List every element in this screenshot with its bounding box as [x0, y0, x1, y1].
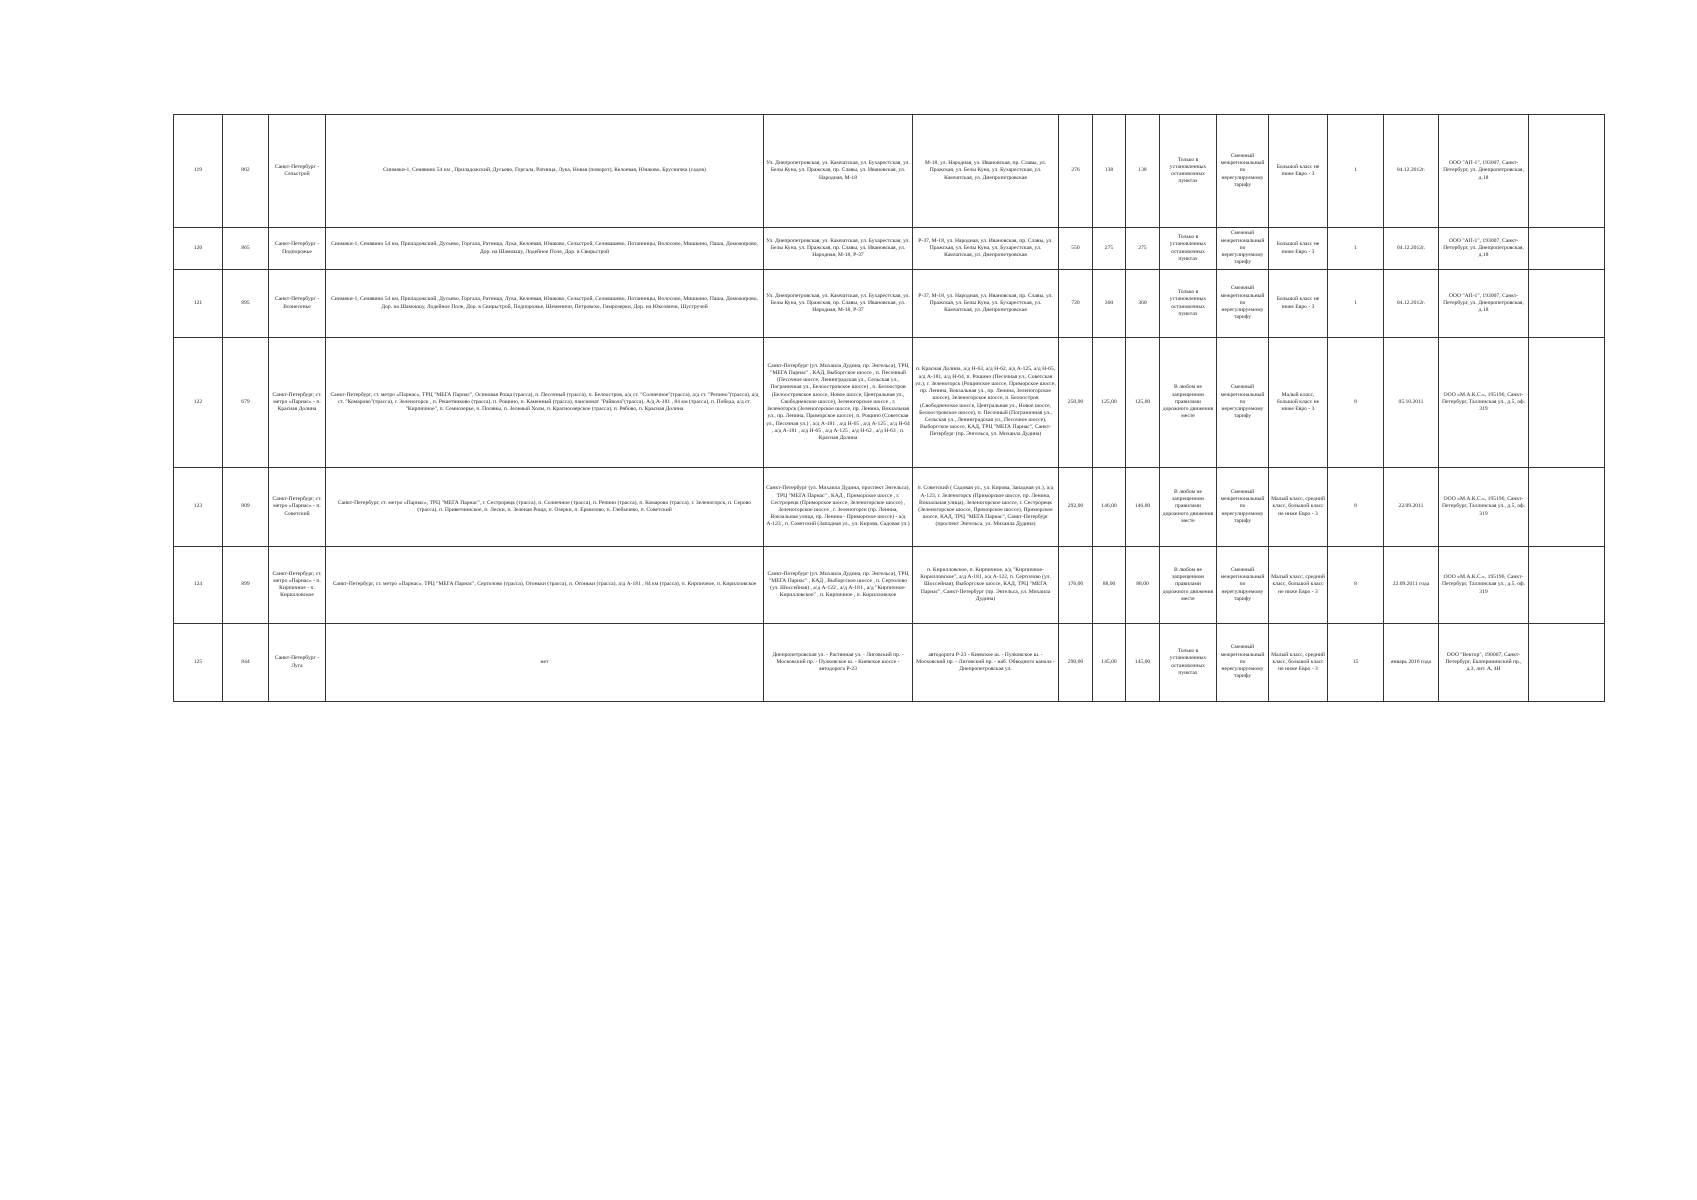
route-name-cell: Санкт-Петербург, ст. метро «Парнас» - п. Кирпичное - п. Кирилловское: [269, 547, 326, 624]
vehicle-count-cell: 8: [1328, 547, 1384, 624]
route-length-back-cell: 145,00: [1126, 624, 1160, 702]
notes-cell: [1529, 468, 1605, 547]
start-date-cell: 05.10.2011: [1384, 338, 1439, 468]
vehicle-class-cell: Большой класс не ниже Евро - 3: [1269, 270, 1328, 338]
table-row: [174, 338, 1605, 468]
streets-back-cell: Р-37, М-18, ул. Народная, ул. Ивановская, пр. Славы, ул. Пражская, ул. Белы Куна, ул. Бухарестская, ул. Камчатская, ул. Днепропетровская: [913, 228, 1059, 270]
start-date-cell: 22.09.2011 года: [1384, 547, 1439, 624]
streets-back-cell: п. Красная Долина, а/д Н-63, а/д Н-62, а/д А-125, а/д Н-65, а/д А-181, а/д Н-64, п. Рощино (Песочная ул., Советская ул.), г. Зеленогорск (Рощинское шоссе, Приморское шоссе, пр. Ленина, Вокзальная ул., пр. Ленина, Зеленогорское шоссе), Зеленогорское шоссе, п. Белоостров (Свободненское шоссе, Центральная ул., Новое шоссе, Белоостровское шоссе), п. Песочный (Пограничная ул., Сельская ул., Ленинградская ул., Песочное шоссе), Выборгское шоссе, КАД, ТРЦ "МЕГА Парнас", Санкт-Петербург (пр. Энгельса, ул. Михаила Дудина): [913, 338, 1059, 468]
vehicle-count-cell: 1: [1328, 270, 1384, 338]
streets-forward-cell: Днепропетровская ул. - Растянная ул. - Лиговский пр. - Московский пр. - Пулковское ш. - Киевское шоссе - автодорога Р-23: [764, 624, 913, 702]
route-type-cell: Смежный межрегиональный по нерегулируемому тарифу: [1217, 115, 1269, 228]
route-length-back-cell: 88,00: [1126, 547, 1160, 624]
streets-back-cell: п. Советский ( Садовая ул., ул. Кирова, Западная ул.), а/д А-123, г. Зеленогорск (Приморское шоссе, пр. Ленина, Вокзальная улица), Зеленогорское шоссе, г. Сестрорецк (Зеленогорское шоссе, Приморское шоссе), Приморское шоссе, КАД, ТРЦ "МЕГА Парнас", Санкт-Петербург (проспект Энгельса, ул. Михаила Дудина): [913, 468, 1059, 547]
table-row: [174, 115, 1605, 228]
route-number-cell: 865: [223, 228, 269, 270]
route-length-total-cell: 290,00: [1059, 624, 1093, 702]
streets-back-cell: п. Кирилловское, п. Кирпичное, а/д "Кирпичное-Кирилловское", а/д А-181, а/д А-122, п. Сертолово (ул. Шоссейная), Выборгское шоссе, КАД, ТРЦ "МЕГА Парнас", Санкт-Петербург (пр. Энгельса, ул. Михаила Дудина): [913, 547, 1059, 624]
route-length-forward-cell: 145,00: [1093, 624, 1126, 702]
streets-forward-cell: Ул. Днепропетровская, ул. Камчатская, ул. Бухарестская, ул. Белы Куна, ул. Пражская, пр. Славы, ул. Ивановская, ул. Народная, М-18: [764, 115, 913, 228]
boarding-order-cell: В любом не запрещенном правилами дорожного движения месте: [1160, 338, 1217, 468]
vehicle-count-cell: 1: [1328, 115, 1384, 228]
route-length-back-cell: 146,00: [1126, 468, 1160, 547]
boarding-order-cell: Только в установленных остановочных пунктах: [1160, 270, 1217, 338]
route-number-cell: 809: [223, 468, 269, 547]
intermediate-stops-cell: Санкт-Петербург, ст. метро «Парнас», ТРЦ "МЕГА Парнас", г. Сестрорецк (трасса), п. Солнечное (трасса), п. Репино (трасса), п. Комарово (трасса), г. Зеленогорск, п. Серово (трасса), п. Приветнинское, п. Лески, п. Зеленая Роща, п. Озерки, п. Ермилово, п. Глебычево, п. Советский: [326, 468, 764, 547]
streets-back-cell: автодорога Р-23 - Киевское ш. - Пулковское ш. - Московский пр. - Лиговский пр. - наб. Обводного канала - Днепропетровская ул.: [913, 624, 1059, 702]
route-name-cell: Санкт-Петербург - Подпорожье: [269, 228, 326, 270]
route-type-cell: Смежный межрегиональный по нерегулируемому тарифу: [1217, 338, 1269, 468]
route-number-cell: 895: [223, 270, 269, 338]
carrier-cell: ООО «М.А.К.С.», 195196, Санкт-Петербург, Таллинская ул., д.5, оф. 319: [1439, 468, 1529, 547]
carrier-cell: ООО "АП-1", 193007, Санкт-Петербург, ул. Днепропетровская, д.18: [1439, 228, 1529, 270]
route-length-total-cell: 176,00: [1059, 547, 1093, 624]
vehicle-count-cell: 1: [1328, 228, 1384, 270]
route-length-forward-cell: 138: [1093, 115, 1126, 228]
route-length-total-cell: 250,00: [1059, 338, 1093, 468]
route-number-cell: 862: [223, 115, 269, 228]
streets-forward-cell: Ул. Днепропетровская, ул. Камчатская, ул. Бухарестская, ул. Белы Куна, ул. Пражская, пр. Славы, ул. Ивановская, ул. Народная, М-18, Р-37: [764, 228, 913, 270]
notes-cell: [1529, 547, 1605, 624]
intermediate-stops-cell: Сиимяки-1, Сенявино 54 км, Приладожский, Дусьево, Горгала, Ратница, Лука, Келоевая, Юшково, Сельстрой, Селивашево, Потанинцы, Волосово, Мишкино, Паша, Доможирово, Дор. на Шамокшу, Лодейное Поле, Дор. в Свирьстрой: [326, 228, 764, 270]
route-length-back-cell: 125,00: [1126, 338, 1160, 468]
intermediate-stops-cell: Сиимяки-1, Сенявино 54 км, Приладожский, Дусьево, Горгала, Ратница, Лука, Келоевая, Юшково, Сельстрой, Селивашево, Потанинцы, Волосово, Мишкино, Паша, Доможирово, Дор. на Шамокшу, Лодейное Поле, Дор. в Свирьстрой, Подпорожье, Шеменичи, Петровско, Гимрозерки, Дор. на Юксовичи, Шустручей: [326, 270, 764, 338]
streets-forward-cell: Санкт-Петербург (ул. Михаила Дудина, пр. Энгельса), ТРЦ "МЕГА Парнас" , КАД , Выборгское шоссе , п. Сертолово (ул. Шоссейная) , а/д А-122 , а/д А-181 , а/д "Кирпичное-Кирилловское" , п. Кирпичное , п. Кирилловское: [764, 547, 913, 624]
vehicle-class-cell: Большой класс не ниже Евро - 3: [1269, 115, 1328, 228]
table-row: [174, 468, 1605, 547]
route-name-cell: Санкт-Петербург, ст. метро «Парнас» - п. Красная Долина: [269, 338, 326, 468]
route-length-total-cell: 550: [1059, 228, 1093, 270]
route-length-forward-cell: 275: [1093, 228, 1126, 270]
route-name-cell: Санкт-Петербург - Луга: [269, 624, 326, 702]
route-type-cell: Смежный межрегиональный по нерегулируемому тарифу: [1217, 624, 1269, 702]
boarding-order-cell: В любом не запрещенном правилами дорожного движения месте: [1160, 468, 1217, 547]
row-number-cell: 123: [174, 468, 223, 547]
boarding-order-cell: Только в установленных остановочных пунктах: [1160, 624, 1217, 702]
boarding-order-cell: Только в установленных остановочных пунктах: [1160, 228, 1217, 270]
route-name-cell: Санкт-Петербург - Сельстрой: [269, 115, 326, 228]
route-name-cell: Санкт-Петербург - Вознесенье: [269, 270, 326, 338]
row-number-cell: 121: [174, 270, 223, 338]
route-number-cell: 899: [223, 547, 269, 624]
vehicle-class-cell: Большой класс не ниже Евро - 3: [1269, 228, 1328, 270]
row-number-cell: 122: [174, 338, 223, 468]
carrier-cell: ООО «М.А.К.С.», 195196, Санкт-Петербург, Таллинская ул., д.5, оф. 319: [1439, 338, 1529, 468]
notes-cell: [1529, 228, 1605, 270]
route-length-forward-cell: 125,00: [1093, 338, 1126, 468]
start-date-cell: 22.09.2011: [1384, 468, 1439, 547]
notes-cell: [1529, 338, 1605, 468]
notes-cell: [1529, 624, 1605, 702]
table-row: [174, 547, 1605, 624]
boarding-order-cell: Только в установленных остановочных пунктах: [1160, 115, 1217, 228]
streets-forward-cell: Санкт-Петербург (ул. Михаила Дудина, проспект Энгельса), ТРЦ "МЕГА Парнас" , КАД , Приморское шоссе , г. Сестрорецк (Приморское шоссе, Зеленогорское шоссе) , Зеленогорское шоссе , г. Зеленогорск (пр. Ленина, Вокзальная улица, пр. Ленина - Приморское шоссе) - а/д А-123 , п. Советский (Западная ул., ул. Кирова, Садовая ул.): [764, 468, 913, 547]
route-length-back-cell: 360: [1126, 270, 1160, 338]
vehicle-class-cell: Малый класс, средний класс, большой класс не ниже Евро - 3: [1269, 468, 1328, 547]
route-length-total-cell: 720: [1059, 270, 1093, 338]
vehicle-count-cell: 8: [1328, 338, 1384, 468]
streets-back-cell: М-18, ул. Народная, ул. Ивановская, пр. Славы, ул. Пражская, ул. Белы Куна, ул. Бухарестская, ул. Камчатская, ул. Днепропетровская: [913, 115, 1059, 228]
boarding-order-cell: В любом не запрещенном правилами дорожного движения месте: [1160, 547, 1217, 624]
route-type-cell: Смежный межрегиональный по нерегулируемому тарифу: [1217, 468, 1269, 547]
route-length-forward-cell: 360: [1093, 270, 1126, 338]
row-number-cell: 120: [174, 228, 223, 270]
start-date-cell: 04.12.2012г.: [1384, 270, 1439, 338]
route-length-forward-cell: 146,00: [1093, 468, 1126, 547]
vehicle-class-cell: Малый класс, средний класс, большой класс не ниже Евро - 3: [1269, 624, 1328, 702]
vehicle-class-cell: Малый класс, большой класс не ниже Евро - 3: [1269, 338, 1328, 468]
carrier-cell: ООО «М.А.К.С.», 195196, Санкт-Петербург, Таллинская ул., д.5, оф. 319: [1439, 547, 1529, 624]
route-length-forward-cell: 88,00: [1093, 547, 1126, 624]
route-number-cell: 844: [223, 624, 269, 702]
streets-forward-cell: Ул. Днепропетровская, ул. Камчатская, ул. Бухарестская, ул. Белы Куна, ул. Пражская, пр. Славы, ул. Ивановская, ул. Народная, М-18, Р-37: [764, 270, 913, 338]
intermediate-stops-cell: Санкт-Петербург, ст. метро «Парнас», ТРЦ "МЕГА Парнас", Сертолово (трасса), Огоньки (трасса), п. Огоньки (трасса), а/д А-181 , 84 км (трасса), п. Кирпичное, п. Кирилловское: [326, 547, 764, 624]
vehicle-count-cell: 8: [1328, 468, 1384, 547]
route-length-back-cell: 138: [1126, 115, 1160, 228]
table-row: [174, 270, 1605, 338]
row-number-cell: 119: [174, 115, 223, 228]
table-row: [174, 624, 1605, 702]
start-date-cell: январь 2016 года: [1384, 624, 1439, 702]
route-registry-table: [173, 114, 1605, 702]
intermediate-stops-cell: нет: [326, 624, 764, 702]
table-row: [174, 228, 1605, 270]
route-length-back-cell: 275: [1126, 228, 1160, 270]
route-type-cell: Смежный межрегиональный по нерегулируемому тарифу: [1217, 270, 1269, 338]
streets-back-cell: Р-37, М-18, ул. Народная, ул. Ивановская, пр. Славы, ул. Пражская, ул. Белы Куна, ул. Бухарестская, ул. Камчатская, ул. Днепропетровская: [913, 270, 1059, 338]
route-length-total-cell: 276: [1059, 115, 1093, 228]
route-type-cell: Смежный межрегиональный по нерегулируемому тарифу: [1217, 228, 1269, 270]
start-date-cell: 04.12.2012г.: [1384, 115, 1439, 228]
start-date-cell: 04.12.2012г.: [1384, 228, 1439, 270]
vehicle-count-cell: 15: [1328, 624, 1384, 702]
vehicle-class-cell: Малый класс, средний класс, большой класс не ниже Евро - 3: [1269, 547, 1328, 624]
route-type-cell: Смежный межрегиональный по нерегулируемому тарифу: [1217, 547, 1269, 624]
carrier-cell: ООО "АП-1", 193007, Санкт-Петербург, ул. Днепропетровская, д.18: [1439, 270, 1529, 338]
notes-cell: [1529, 115, 1605, 228]
row-number-cell: 124: [174, 547, 223, 624]
carrier-cell: ООО "АП-1", 193007, Санкт-Петербург, ул. Днепропетровская, д.18: [1439, 115, 1529, 228]
notes-cell: [1529, 270, 1605, 338]
intermediate-stops-cell: Сиимяки-1, Сенявино 54 км , Приладожский, Дусьево, Горгала, Ратница, Лука, Новая (поворот), Келоевая, Юшково, Брусничка (садов): [326, 115, 764, 228]
route-length-total-cell: 292,00: [1059, 468, 1093, 547]
carrier-cell: ООО "Вектор", 190067, Санкт-Петербург, Екатерининский пр., д.3, лит. А, 4Н: [1439, 624, 1529, 702]
streets-forward-cell: Санкт-Петербург (ул. Михаила Дудина, пр. Энгельса), ТРЦ "МЕГА Парнас" , КАД, Выборгское шоссе , п. Песочный (Песочное шоссе, Ленинградская ул., Сельская ул., Пограничная ул., Белоостровское шоссе) , п. Белоостров (Белоостровское шоссе, Новое шоссе, Центральная ул., Свободненское шоссе), Зеленогорское шоссе , г. Зеленогорск (Зеленогорское шоссе, пр. Ленина, Вокзальная ул., пр. Ленина, Приморское шоссе), п. Рощино (Советская ул., Песочная ул.) , а/д А-181 , а/д Н-65 , а/д А-125 , а/д Н-64 , а/д А-181 , а/д Н-65 , а/д А-125 , а/д Н-62 , а/д Н-63 , п. Красная Долина: [764, 338, 913, 468]
route-number-cell: 679: [223, 338, 269, 468]
route-name-cell: Санкт-Петербург, ст. метро «Парнас» - п. Советский: [269, 468, 326, 547]
intermediate-stops-cell: Санкт-Петербург, ст. метро «Парнас», ТРЦ "МЕГА Парнас", Осиновая Роща (трасса), п. Песочный (трасса), п. Белоостров, а/д ст. "Солнечное"(трасса), а/д ст. "Репино"(трасса), а/д ст. "Комарово"(трасса), г. Зеленогорск , п. Решетниково (трасса), п. Рощино, п. Каменный (трасса), пансионат "Райвола"(трасса), А/д А-181 , 84 км (трасса), п. Победа, а/д ст. "Кирпичное", п. Семиозерье, п. Поляны, п. Зеленый Холм, п. Красноозерское (трасса), п. Рябово, п. Красная Долина: [326, 338, 764, 468]
row-number-cell: 125: [174, 624, 223, 702]
